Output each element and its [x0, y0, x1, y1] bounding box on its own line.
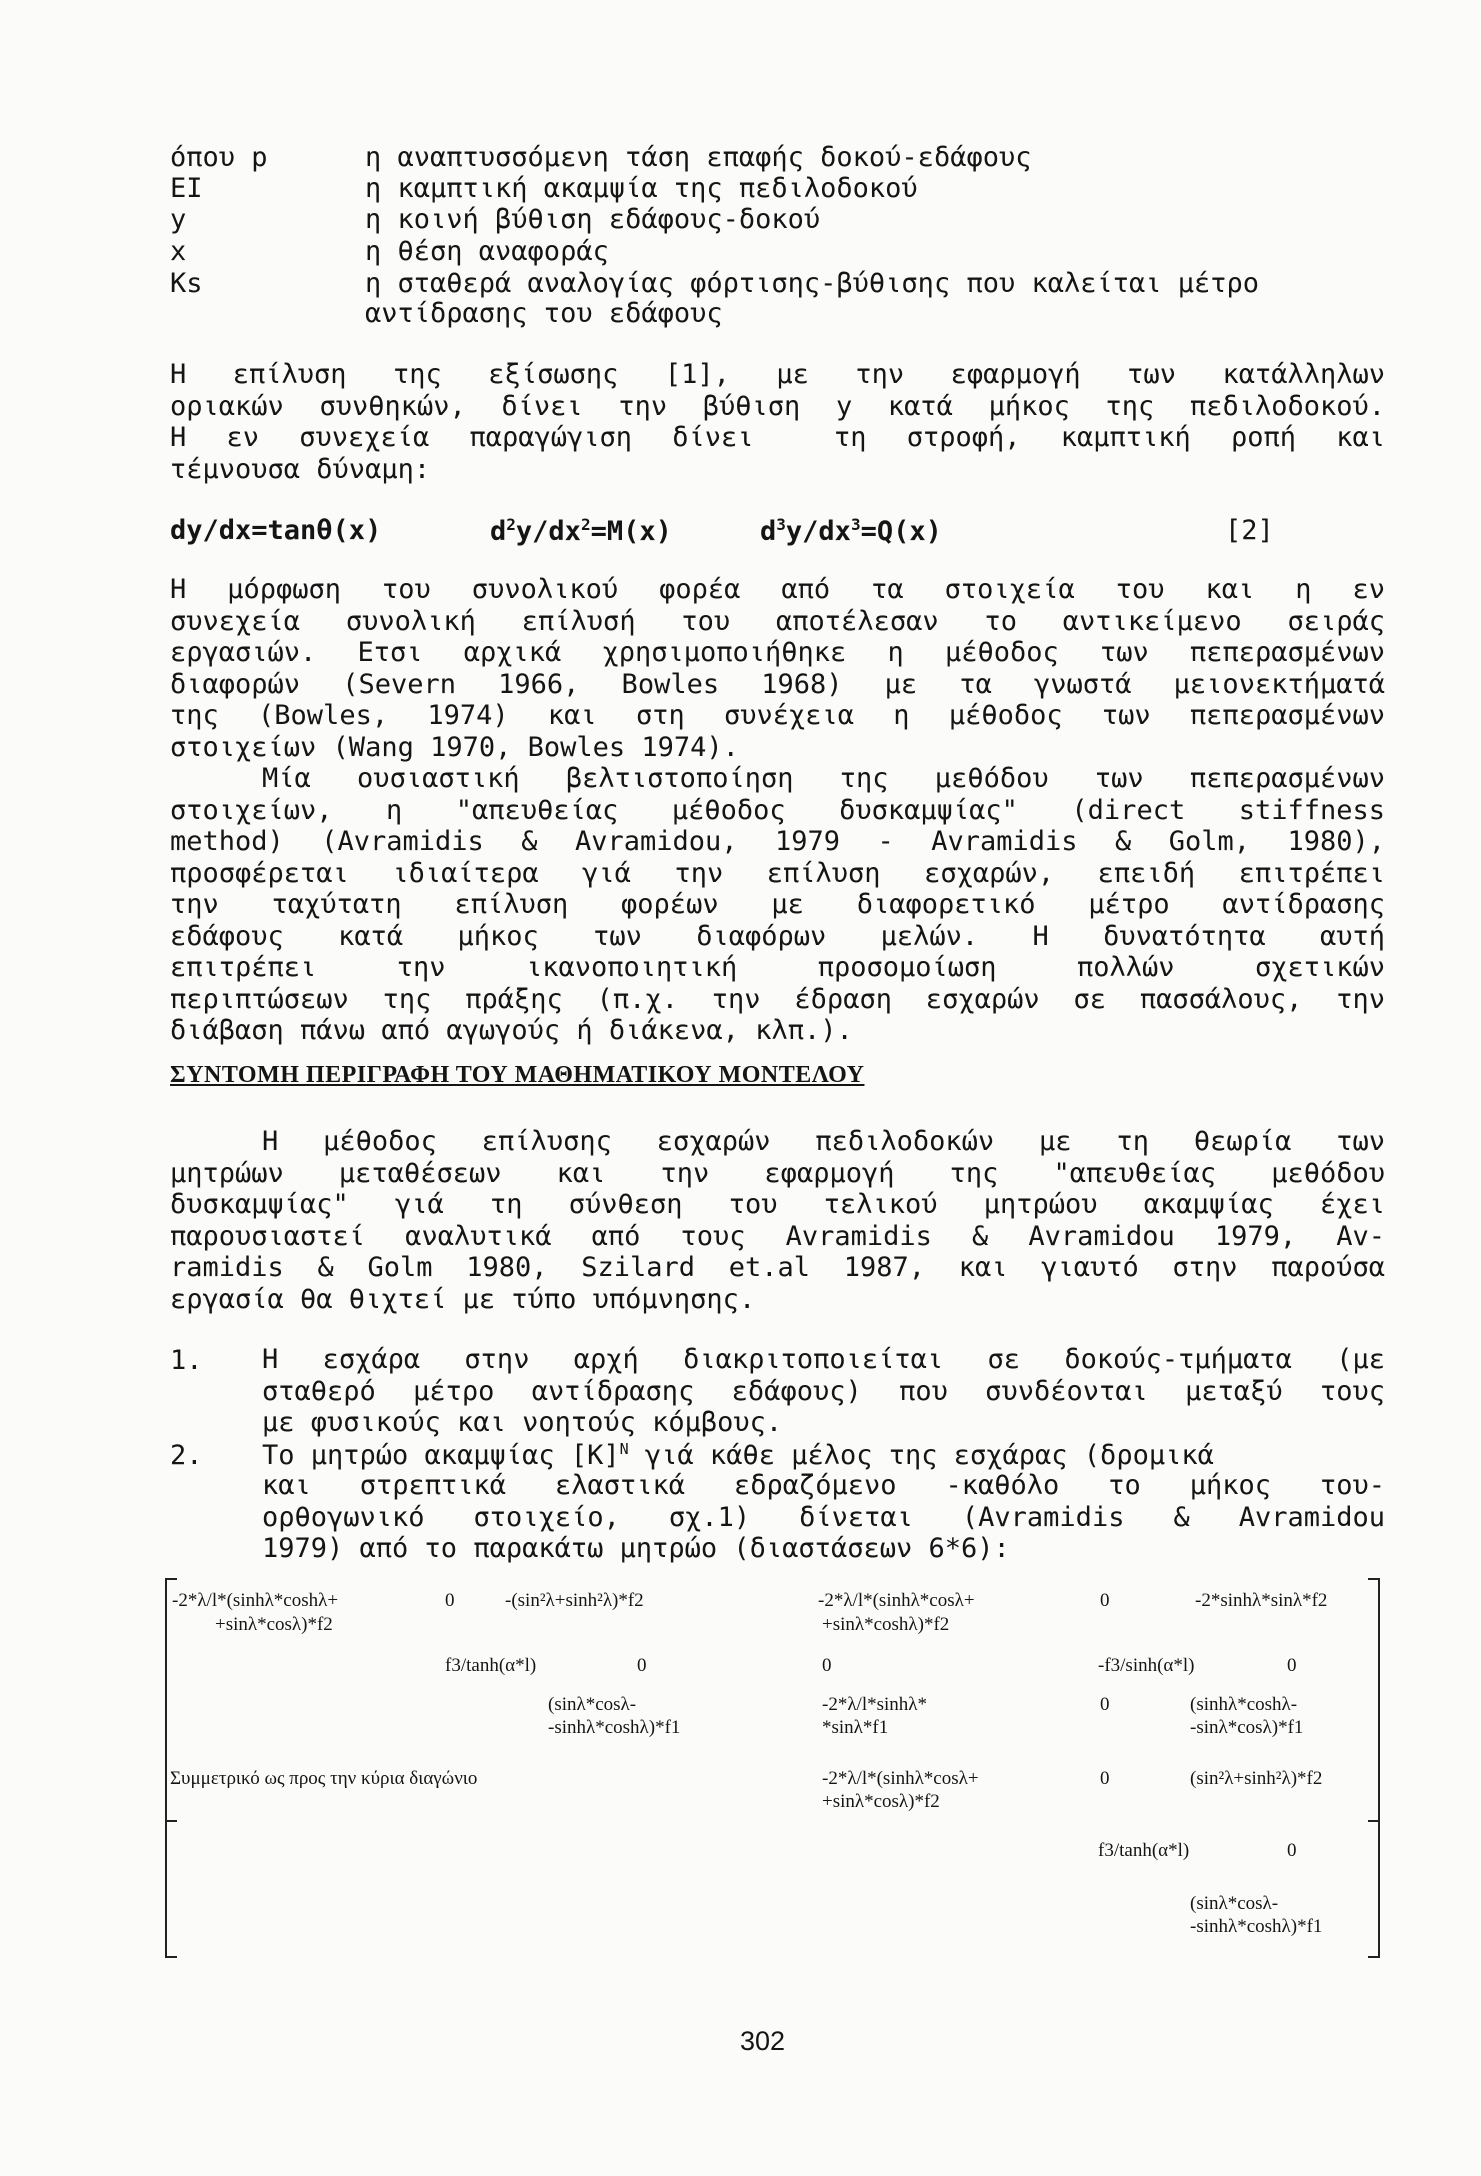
symmetric-note: Συμμετρικό ως προς την κύρια διαγώνιο	[170, 1768, 478, 1789]
matrix-cell: f3/tanh(α*l)	[1098, 1840, 1190, 1861]
matrix-cell: (sinλ*cosλ-	[548, 1694, 637, 1715]
def-symbol: y	[170, 204, 187, 235]
text-line: στοιχείων (Wang 1970, Bowles 1974).	[170, 732, 739, 763]
def-symbol: x	[170, 236, 187, 267]
text-line: Η μέθοδος επίλυσης εσχαρών πεδιλοδοκών με τη θεωρία των	[262, 1126, 1385, 1157]
text-line: Η επίλυση της εξίσωσης [1], με την εφαρμογή των κατάλληλων	[170, 359, 1385, 390]
section-heading: ΣΥΝΤΟΜΗ ΠΕΡΙΓΡΑΦΗ ΤΟΥ ΜΑΘΗΜΑΤΙΚΟΥ ΜΟΝΤΕΛΟΥ	[170, 1062, 865, 1088]
eq-reference: [2]	[1225, 515, 1274, 546]
text-line: μητρώων μεταθέσεων και την εφαρμογή της "απευθείας μεθόδου	[170, 1158, 1385, 1189]
matrix-cell: 0	[445, 1590, 455, 1611]
matrix-cell: 0	[1100, 1590, 1110, 1611]
text-line: method) (Avramidis & Avramidou, 1979 - Avramidis & Golm, 1980),	[170, 826, 1385, 857]
eq-sup: 2	[580, 515, 591, 534]
matrix-cell: +sinλ*cosλ)*f2	[215, 1614, 333, 1635]
matrix-cell: -f3/sinh(α*l)	[1098, 1655, 1195, 1676]
matrix-cell: (sinλ*cosλ-	[1190, 1893, 1279, 1914]
eq-d: d	[490, 516, 507, 547]
def-text: η σταθερά αναλογίας φόρτισης-βύθισης που καλείται μέτρο	[365, 268, 1260, 299]
matrix-right-bracket	[1368, 1578, 1380, 1822]
eq-mid: y/dx	[515, 516, 581, 547]
matrix-cell: 0	[637, 1655, 647, 1676]
def-text: η καμπτική ακαμψία της πεδιλοδοκού	[365, 173, 918, 204]
text-line: περιπτώσεων της πράξης (π.χ. την έδραση εσχαρών σε πασσάλους, την	[170, 984, 1385, 1015]
list-item-line	[262, 1440, 1385, 1471]
matrix-cell: -2*λ/l*(sinhλ*cosλ+	[818, 1590, 975, 1611]
eq-rhs: =Q(x)	[860, 516, 942, 547]
matrix-cell: -2*λ/l*(sinhλ*cosλ+	[822, 1768, 979, 1789]
matrix-cell: -(sin²λ+sinh²λ)*f2	[505, 1590, 644, 1611]
def-symbol: όπου p	[170, 142, 268, 173]
list-text: Το μητρώο ακαμψίας $[K]^N$ γιά κάθε μέλος της εσχάρας (δρομικά	[262, 1440, 1214, 1471]
text-line: εργασιών. Ετσι αρχικά χρησιμοποιήθηκε η μέθοδος των πεπερασμένων	[170, 637, 1385, 668]
def-symbol: EI	[170, 173, 203, 204]
matrix-cell: (sin²λ+sinh²λ)*f2	[1190, 1768, 1323, 1789]
matrix-cell: -2*λ/l*sinhλ*	[822, 1694, 927, 1715]
text-line: εδάφους κατά μήκος των διαφόρων μελών. Η δυνατότητα αυτή	[170, 921, 1385, 952]
text-line: παρουσιαστεί αναλυτικά από τους Avramidis & Avramidou 1979, Av-	[170, 1221, 1385, 1252]
list-item-line: Η εσχάρα στην αρχή διακριτοποιείται σε δοκούς-τμήματα (με	[262, 1344, 1385, 1375]
matrix-cell: +sinλ*cosλ)*f2	[822, 1791, 940, 1812]
def-text: η κοινή βύθιση εδάφους-δοκού	[365, 204, 821, 235]
page-number: 302	[740, 2026, 786, 2056]
text-line: οριακών συνθηκών, δίνει την βύθιση y κατά μήκος της πεδιλοδοκού.	[170, 391, 1385, 422]
text-line: της (Bowles, 1974) και στη συνέχεια η μέθοδος των πεπερασμένων	[170, 700, 1385, 731]
text-line: διάβαση πάνω από αγωγούς ή διάκενα, κλπ.).	[170, 1015, 853, 1046]
matrix-right-bracket-lower	[1368, 1818, 1380, 1958]
eq-rhs: =M(x)	[590, 516, 672, 547]
def-text: η αναπτυσσόμενη τάση επαφής δοκού-εδάφους	[365, 142, 1032, 173]
eq-sup: 2	[506, 515, 516, 534]
eq-slope: dy/dx=tanθ(x)	[170, 515, 382, 546]
matrix-cell: -sinλ*cosλ)*f1	[1190, 1717, 1304, 1738]
list-item-line: ορθογωνικό στοιχείο, σχ.1) δίνεται (Avramidis & Avramidou	[262, 1502, 1385, 1533]
list-item-line: 1979) από το παρακάτω μητρώο (διαστάσεων 6*6):	[262, 1533, 1010, 1564]
text-line: Η μόρφωση του συνολικού φορέα από τα στοιχεία του και η εν	[170, 574, 1385, 605]
matrix-cell: 0	[1287, 1655, 1297, 1676]
matrix-cell: f3/tanh(α*l)	[445, 1655, 537, 1676]
matrix-cell: -sinhλ*coshλ)*f1	[1190, 1916, 1323, 1937]
eq-d: d	[760, 516, 777, 547]
eq-sup: 3	[776, 515, 786, 534]
text-line: Η εν συνεχεία παραγώγιση δίνει τη στροφή, καμπτική ροπή και	[170, 422, 1385, 453]
matrix-left-bracket-lower	[165, 1818, 177, 1958]
matrix-cell: -sinhλ*coshλ)*f1	[548, 1717, 681, 1738]
matrix-cell: 0	[1100, 1768, 1110, 1789]
matrix-cell: 0	[1287, 1840, 1297, 1861]
list-number: 2.	[170, 1440, 203, 1471]
matrix-cell: +sinλ*coshλ)*f2	[822, 1614, 950, 1635]
def-text: αντίδρασης του εδάφους	[365, 298, 723, 329]
matrix-cell: *sinλ*f1	[822, 1717, 889, 1738]
matrix-cell: -2*sinhλ*sinλ*f2	[1195, 1590, 1328, 1611]
matrix-cell: -2*λ/l*(sinhλ*coshλ+	[172, 1590, 339, 1611]
eq-shear	[760, 515, 942, 547]
text-line: Μία ουσιαστική βελτιστοποίηση της μεθόδου των πεπερασμένων	[262, 763, 1385, 794]
list-item-line: και στρεπτικά ελαστικά εδραζόμενο -καθόλο το μήκος του-	[262, 1470, 1385, 1501]
text-line: ramidis & Golm 1980, Szilard et.al 1987, και γιαυτό στην παρούσα	[170, 1252, 1385, 1283]
text-line: συνεχεία συνολική επίλυσή του αποτέλεσαν το αντικείμενο σειράς	[170, 606, 1385, 637]
eq-sup: 3	[850, 515, 861, 534]
def-text: η θέση αναφοράς	[365, 236, 609, 267]
list-item-line: σταθερό μέτρο αντίδρασης εδάφους) που συνδέονται μεταξύ τους	[262, 1376, 1385, 1407]
text-line: τέμνουσα δύναμη:	[170, 454, 431, 485]
text-line: την ταχύτατη επίλυση φορέων με διαφορετικό μέτρο αντίδρασης	[170, 889, 1385, 920]
list-number: 1.	[170, 1345, 203, 1376]
matrix-cell: 0	[1100, 1694, 1110, 1715]
list-item-line: με φυσικούς και νοητούς κόμβους.	[262, 1407, 783, 1438]
matrix-cell: 0	[822, 1655, 832, 1676]
text-line: δυσκαμψίας" γιά τη σύνθεση του τελικού μητρώου ακαμψίας έχει	[170, 1189, 1385, 1220]
eq-mid: y/dx	[785, 516, 851, 547]
text-line: στοιχείων, η "απευθείας μέθοδος δυσκαμψίας" (direct stiffness	[170, 795, 1385, 826]
matrix-cell: (sinhλ*coshλ-	[1190, 1694, 1298, 1715]
text-line: εργασία θα θιχτεί με τύπο υπόμνησης.	[170, 1284, 756, 1315]
def-symbol: Ks	[170, 268, 203, 299]
eq-moment	[490, 515, 672, 547]
text-line: επιτρέπει την ικανοποιητική προσομοίωση πολλών σχετικών	[170, 952, 1385, 983]
text-line: διαφορών (Severn 1966, Bowles 1968) με τα γνωστά μειονεκτήματά	[170, 669, 1385, 700]
text-line: προσφέρεται ιδιαίτερα γιά την επίλυση εσχαρών, επειδή επιτρέπει	[170, 858, 1385, 889]
